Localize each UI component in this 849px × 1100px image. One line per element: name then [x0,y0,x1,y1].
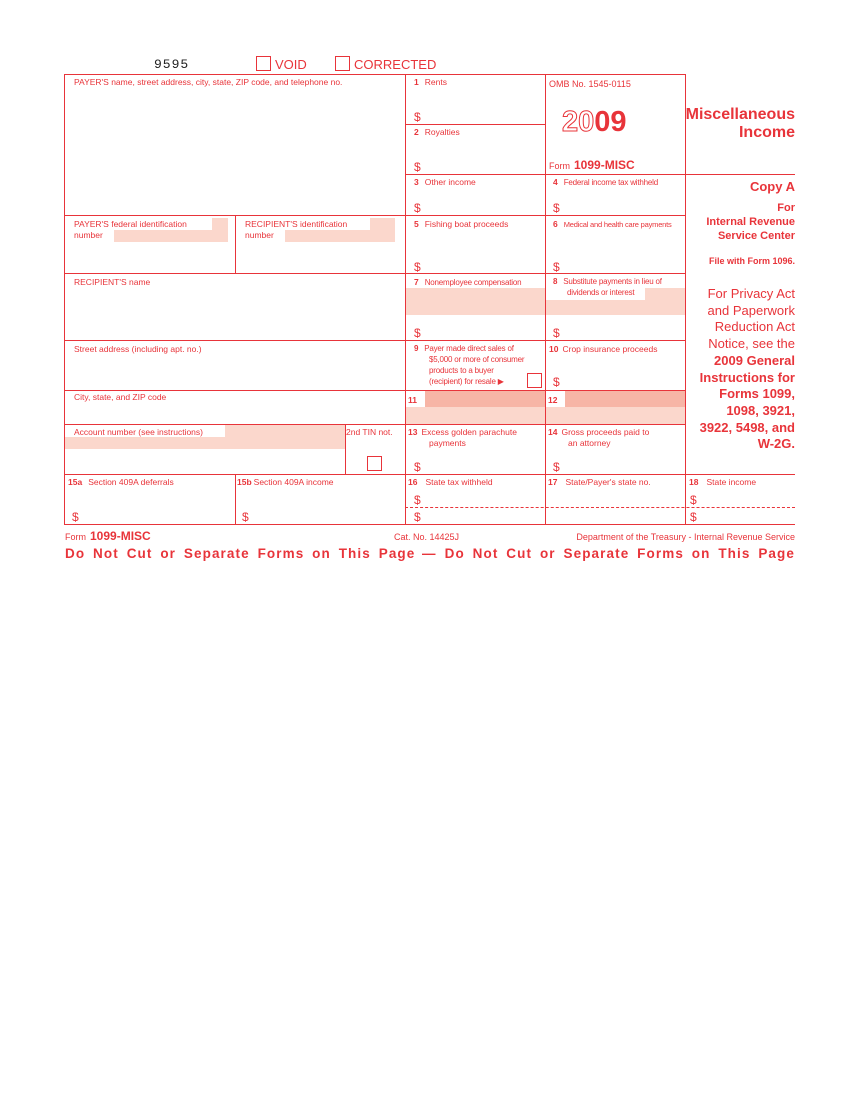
payer-fed-id-label-2: number [74,230,103,240]
box11-field[interactable] [425,392,543,422]
box16-dollar-1: $ [414,493,421,507]
box8-shade-top [645,288,685,300]
box17-field[interactable] [548,490,682,522]
box11-label: 11 [408,395,417,405]
do-not-cut-left: Do Not Cut or Separate Forms on This Page [65,546,416,561]
department-label: Department of the Treasury - Internal Revenue Service [576,532,795,542]
payer-fed-id-label: PAYER'S federal identification [74,219,187,229]
privacy-line-5: 2009 General [714,352,795,368]
box3-field[interactable] [424,192,542,213]
omb-form-label: Form 1099-MISC [549,158,635,172]
privacy-line-9: 3922, 5498, and [699,419,795,435]
tax-year [562,106,627,138]
box12-field[interactable] [565,392,683,422]
box2-field[interactable] [424,150,542,172]
payer-fed-id-shade [114,230,228,242]
box14-label-2: an attorney [568,438,611,448]
box9-checkbox[interactable] [527,373,542,388]
recipient-id-shade-top [370,218,395,230]
box13-field[interactable] [424,452,542,473]
street-address-field[interactable] [65,356,404,389]
box4-label: 4 Federal income tax withheld [553,177,658,187]
copy-for [706,201,795,243]
box12-label: 12 [548,395,558,405]
box15b-dollar: $ [242,510,249,524]
copy-label: Copy A [749,179,795,194]
box9-label: 9 Payer made direct sales of [414,344,514,353]
box9-label-4: (recipient) for resale ▶ [429,377,504,386]
recipient-name-field[interactable] [65,290,404,339]
box14-label: 14 Gross proceeds paid to [548,427,650,437]
box15a-dollar: $ [72,510,79,524]
box5-label: 5 Fishing boat proceeds [414,219,509,229]
box17-label: 17 State/Payer's state no. [548,477,651,487]
box9-label-3: products to a buyer [429,366,494,375]
form-title-line-1: Miscellaneous [685,106,795,123]
corrected-checkbox[interactable] [335,56,350,71]
box3-dollar: $ [414,201,421,215]
corrected-label: CORRECTED [354,57,437,72]
recipient-id-label: RECIPIENT'S identification [245,219,348,229]
box18-label: 18 State income [689,477,757,487]
void-label: VOID [275,57,307,72]
omb-number: OMB No. 1545-0115 [549,79,631,89]
recipient-id-shade [285,230,395,242]
box4-dollar: $ [553,201,560,215]
box4-field[interactable] [563,192,681,213]
box15b-field[interactable] [250,500,400,522]
form-code: 9595 [154,57,190,72]
box1-label: 1 Rents [414,77,447,87]
box18-field[interactable] [700,490,792,522]
city-state-zip-label: City, state, and ZIP code [74,392,167,402]
box10-dollar: $ [553,375,560,389]
box16-field[interactable] [424,490,542,522]
copy-for-line-2: Internal Revenue [706,216,795,228]
box7-dollar: $ [414,326,421,340]
box16-dollar-2: $ [414,510,421,524]
box2-dollar: $ [414,160,421,174]
box10-label: 10 Crop insurance proceeds [549,344,658,354]
box8-label-2: dividends or interest [567,288,635,297]
privacy-line-2: and Paperwork [707,302,795,318]
privacy-line-1: For Privacy Act [707,286,795,301]
do-not-cut-right: Do Not Cut or Separate Forms on This Page [444,546,795,561]
box8-field[interactable] [563,318,681,339]
box6-field[interactable] [563,250,681,271]
box8-dollar: $ [553,326,560,340]
street-address-label: Street address (including apt. no.) [74,344,202,354]
catalog-number: Cat. No. 14425J [394,532,460,542]
city-state-zip-field[interactable] [65,404,404,423]
box5-field[interactable] [424,250,542,271]
tax-year-bold: 09 [594,106,627,138]
file-with-note: File with Form 1096. [708,256,795,266]
box14-dollar: $ [553,460,560,474]
form-title [686,106,795,142]
privacy-line-8: 1098, 3921, [726,402,795,418]
second-tin-checkbox[interactable] [367,456,382,471]
box1-dollar: $ [414,110,421,124]
footer-form-label: Form 1099-MISC [65,529,151,543]
recipient-id-field[interactable] [236,244,404,272]
box7-shade [405,288,545,315]
box10-field[interactable] [563,366,681,388]
account-number-field[interactable] [65,450,344,473]
box9-label-2: $5,000 or more of consumer [429,355,525,364]
do-not-cut-dash: — [422,546,436,561]
privacy-line-4: Notice, see the [708,336,795,352]
recipient-name-label: RECIPIENT'S name [74,277,151,287]
privacy-line-7: Forms 1099, [719,386,795,402]
box3-label: 3 Other income [414,177,476,187]
box2-label: 2 Royalties [414,127,460,137]
box7-label: 7 Nonemployee compensation [414,277,522,287]
privacy-line-10: W-2G. [757,436,795,452]
box18-dollar-2: $ [690,510,697,524]
box18-dollar-1: $ [690,493,697,507]
box7-field[interactable] [424,318,542,339]
box14-field[interactable] [563,452,681,473]
box8-shade [545,300,685,315]
account-number-label: Account number (see instructions) [74,427,203,437]
payer-fed-id-shade-top [212,218,228,230]
copy-for-line-3: Service Center [717,230,795,242]
box5-dollar: $ [414,260,421,274]
box13-label-2: payments [429,438,466,448]
box15a-label: 15a Section 409A deferrals [68,477,174,487]
privacy-line-3: Reduction Act [714,319,795,335]
box8-label: 8 Substitute payments in lieu of [553,277,662,286]
account-shade [65,437,345,449]
account-shade-top [225,425,345,437]
box16-label: 16 State tax withheld [408,477,493,487]
payer-name-field[interactable] [65,90,404,214]
box13-dollar: $ [414,460,421,474]
box6-dollar: $ [553,260,560,274]
box1-field[interactable] [424,100,542,122]
box13-label: 13 Excess golden parachute [408,427,517,437]
box6-label: 6 Medical and health care payments [553,219,672,229]
second-tin-label: 2nd TIN not. [346,427,393,437]
recipient-id-label-2: number [245,230,274,240]
copy-for-line-1: For [777,202,795,214]
form-title-line-2: Income [738,124,795,141]
privacy-line-6: Instructions for [699,369,795,385]
payer-name-label: PAYER'S name, street address, city, state, ZIP code, and telephone no. [74,77,343,87]
void-checkbox[interactable] [256,56,271,71]
payer-fed-id-field[interactable] [65,244,234,272]
privacy-notice [700,286,795,453]
tax-year-outline: 20 [562,106,595,138]
box15b-label: 15b Section 409A income [237,477,334,487]
box15a-field[interactable] [80,500,230,522]
